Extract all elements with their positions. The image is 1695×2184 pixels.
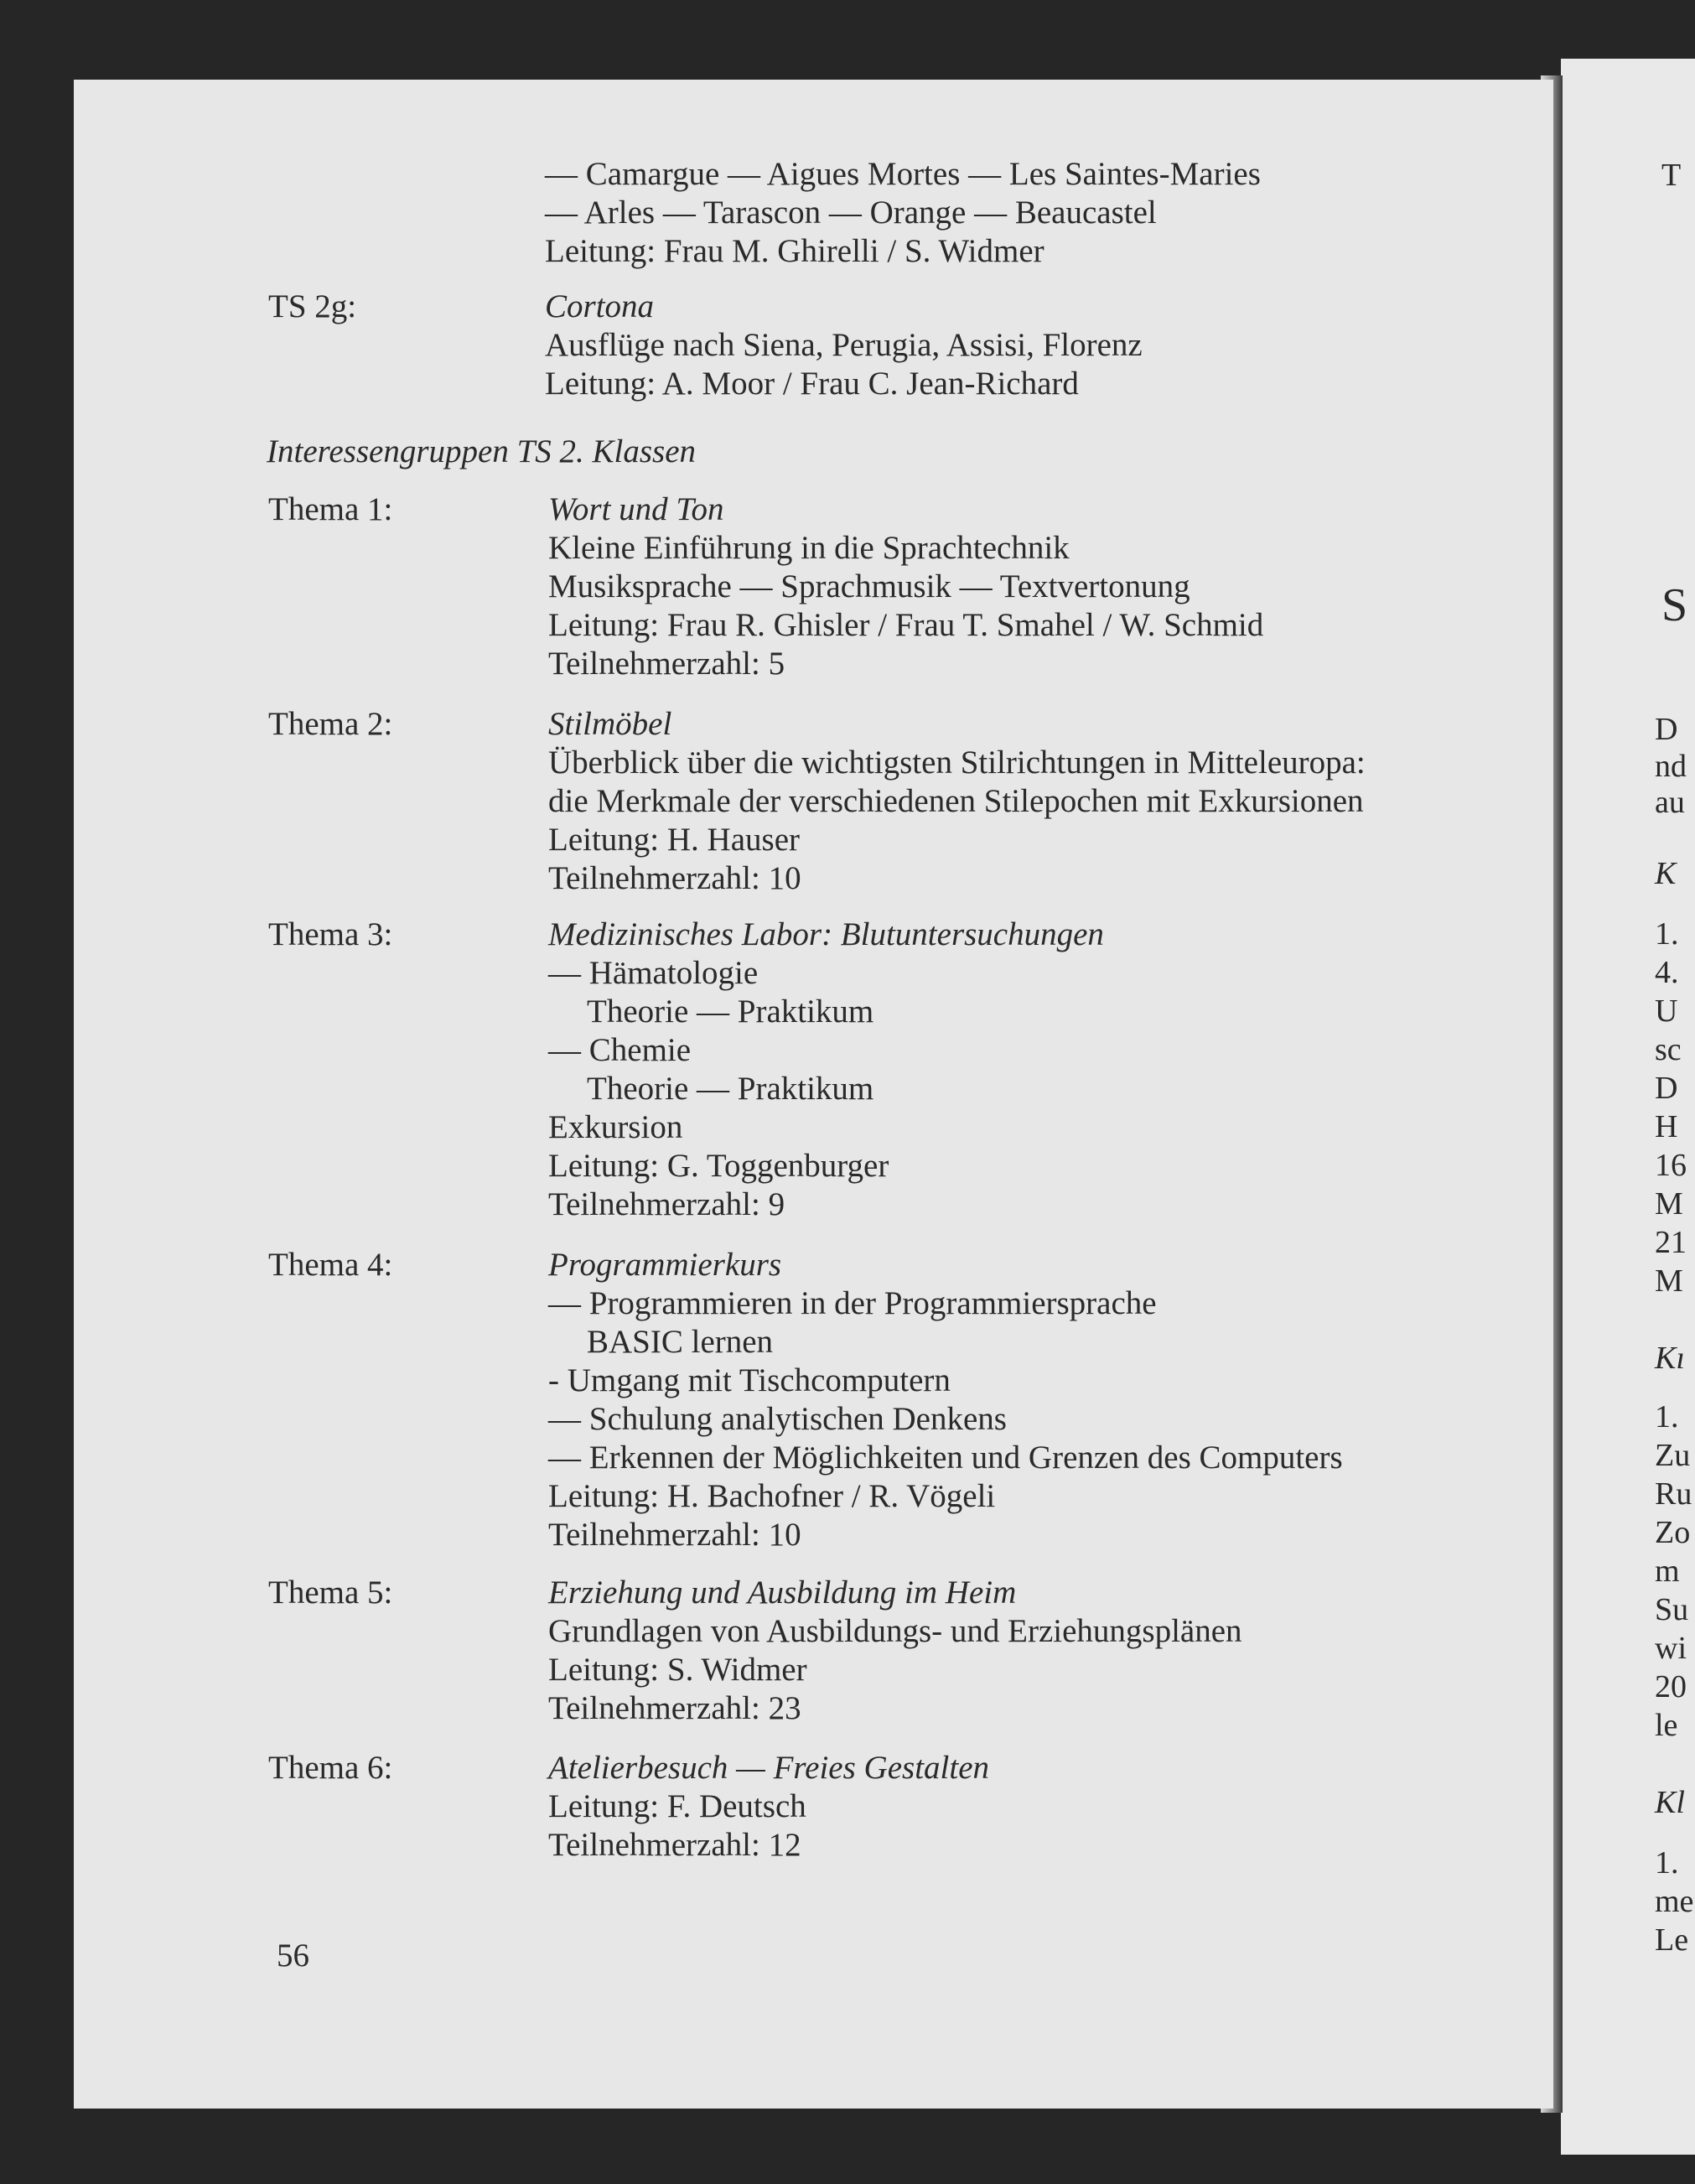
facing-text: H xyxy=(1655,1109,1678,1144)
theme-line: Leitung: F. Deutsch xyxy=(548,1788,806,1824)
theme-line: Teilnehmerzahl: 12 xyxy=(548,1827,801,1863)
theme-title: Stilmöbel xyxy=(548,706,672,742)
theme-line: die Merkmale der verschiedenen Stilepochen mit Exkursionen xyxy=(548,783,1364,819)
theme-line: Leitung: G. Toggenburger xyxy=(548,1148,889,1184)
facing-text: D xyxy=(1655,712,1678,747)
theme-line: Teilnehmerzahl: 9 xyxy=(548,1186,785,1222)
theme-label: Thema 2: xyxy=(268,706,393,742)
facing-text: 4. xyxy=(1655,955,1679,990)
facing-text: M xyxy=(1655,1186,1683,1222)
section-heading: Interessengruppen TS 2. Klassen xyxy=(267,433,697,469)
theme-line: Teilnehmerzahl: 23 xyxy=(548,1690,801,1726)
ts2g-title: Cortona xyxy=(545,288,655,324)
theme-line: — Erkennen der Möglichkeiten und Grenzen des Computers xyxy=(548,1440,1343,1476)
intro-line: — Camargue — Aigues Mortes — Les Saintes-Maries xyxy=(545,156,1261,192)
ts2g-line: Ausflüge nach Siena, Perugia, Assisi, Florenz xyxy=(545,327,1143,363)
theme-line: Musiksprache — Sprachmusik — Textvertonung xyxy=(548,568,1190,604)
facing-text: m xyxy=(1655,1554,1680,1589)
theme-label: Thema 6: xyxy=(268,1750,393,1786)
theme-line: Teilnehmerzahl: 5 xyxy=(548,646,785,682)
page-number: 56 xyxy=(277,1938,309,1974)
facing-text: Su xyxy=(1655,1592,1689,1627)
facing-text: D xyxy=(1655,1071,1678,1106)
theme-title: Medizinisches Labor: Blutuntersuchungen xyxy=(548,916,1104,952)
theme-line: Leitung: Frau R. Ghisler / Frau T. Smahel / W. Schmid xyxy=(548,607,1264,643)
theme-line: - Umgang mit Tischcomputern xyxy=(548,1362,951,1398)
theme-line: Kleine Einführung in die Sprachtechnik xyxy=(548,530,1070,566)
theme-line: Überblick über die wichtigsten Stilrichtungen in Mitteleuropa: xyxy=(548,744,1366,781)
facing-text: T xyxy=(1661,158,1682,193)
facing-text: Zo xyxy=(1655,1515,1691,1550)
facing-subheading: Kı xyxy=(1655,1341,1685,1376)
facing-page xyxy=(1561,59,1695,2155)
ts2g-line: Leitung: A. Moor / Frau C. Jean-Richard xyxy=(545,366,1079,402)
theme-label: Thema 1: xyxy=(268,491,393,527)
theme-line: Leitung: S. Widmer xyxy=(548,1652,807,1688)
theme-line: Teilnehmerzahl: 10 xyxy=(548,1517,801,1553)
facing-text: wi xyxy=(1655,1631,1687,1666)
theme-line: Exkursion xyxy=(548,1109,683,1145)
theme-line: Grundlagen von Ausbildungs- und Erziehungsplänen xyxy=(548,1613,1242,1649)
facing-text: nd xyxy=(1655,749,1687,784)
facing-text: 21 xyxy=(1655,1225,1687,1260)
facing-text: 1. xyxy=(1655,916,1679,952)
theme-line: — Schulung analytischen Denkens xyxy=(548,1401,1007,1437)
facing-text: 16 xyxy=(1655,1148,1687,1183)
theme-title: Wort und Ton xyxy=(548,491,724,527)
facing-subheading: K xyxy=(1655,856,1677,891)
facing-heading: S xyxy=(1661,579,1688,631)
theme-line: Theorie — Praktikum xyxy=(587,1071,874,1107)
facing-text: Ru xyxy=(1655,1476,1692,1512)
theme-line: — Hämatologie xyxy=(548,955,759,991)
intro-line: Leitung: Frau M. Ghirelli / S. Widmer xyxy=(545,233,1044,269)
theme-label: Thema 5: xyxy=(268,1574,393,1611)
facing-text: au xyxy=(1655,785,1685,820)
facing-text: M xyxy=(1655,1263,1683,1299)
theme-line: Teilnehmerzahl: 10 xyxy=(548,860,801,896)
theme-line: — Programmieren in der Programmiersprache xyxy=(548,1285,1157,1321)
facing-subheading: Kl xyxy=(1655,1785,1685,1820)
facing-text: 20 xyxy=(1655,1669,1687,1704)
theme-line: Leitung: H. Bachofner / R. Vögeli xyxy=(548,1478,996,1514)
theme-line: Leitung: H. Hauser xyxy=(548,822,801,858)
theme-title: Atelierbesuch — Freies Gestalten xyxy=(548,1750,990,1786)
facing-text: Zu xyxy=(1655,1438,1691,1473)
facing-text: me xyxy=(1655,1884,1694,1919)
facing-text: U xyxy=(1655,993,1678,1029)
facing-text: le xyxy=(1655,1708,1678,1743)
theme-title: Erziehung und Ausbildung im Heim xyxy=(548,1574,1017,1611)
facing-text: Le xyxy=(1655,1922,1689,1958)
intro-line: — Arles — Tarascon — Orange — Beaucastel xyxy=(545,195,1157,231)
ts2g-label: TS 2g: xyxy=(268,288,357,324)
theme-label: Thema 3: xyxy=(268,916,393,952)
theme-line: Theorie — Praktikum xyxy=(587,993,874,1030)
theme-label: Thema 4: xyxy=(268,1247,393,1283)
theme-line: — Chemie xyxy=(548,1032,692,1068)
theme-title: Programmierkurs xyxy=(548,1247,782,1283)
facing-text: sc xyxy=(1655,1032,1682,1067)
facing-text: 1. xyxy=(1655,1845,1679,1881)
facing-text: 1. xyxy=(1655,1399,1679,1434)
theme-line: BASIC lernen xyxy=(587,1324,774,1360)
